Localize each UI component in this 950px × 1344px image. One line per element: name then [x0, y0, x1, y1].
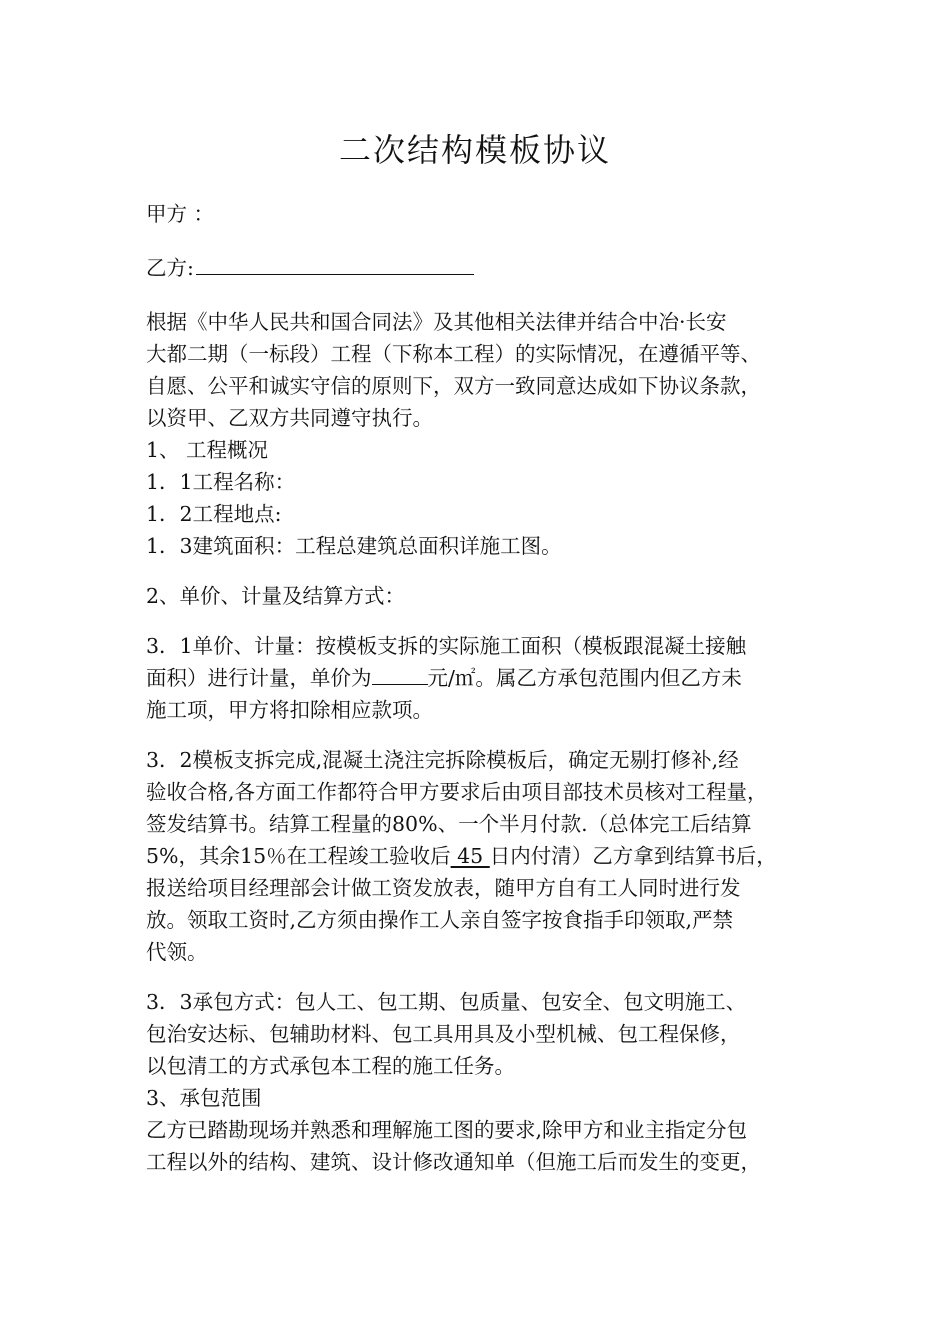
scope-line: 乙方已踏勘现场并熟悉和理解施工图的要求,除甲方和业主指定分包: [146, 1118, 748, 1142]
clause-line: [146, 840, 816, 872]
clause-line: 施工项，甲方将扣除相应款项。: [146, 698, 433, 722]
document-body: [146, 198, 816, 1178]
intro-line: 以资甲、乙双方共同遵守执行。: [146, 406, 433, 430]
project-name-item: 1．1工程名称：: [146, 470, 296, 494]
section-3-heading: 3、承包范围: [146, 1086, 262, 1110]
clause-line: 签发结算书。结算工程量的80%、一个半月付款.（总体完工后结算: [146, 812, 752, 836]
intro-line: 大都二期（一标段）工程（下称本工程）的实际情况，在遵循平等、: [146, 342, 761, 366]
section-1-heading: 1、 工程概况: [146, 438, 269, 462]
unit-price-blank: [372, 664, 428, 685]
section-2-heading: 2、单价、计量及结算方式：: [146, 584, 406, 608]
party-b-label: 乙方:: [146, 256, 194, 280]
clause-3-3: [146, 986, 816, 1082]
clause-line: 3．2模板支拆完成,混凝土浇注完拆除模板后，确定无剔打修补,经: [146, 748, 739, 772]
party-b-blank: [196, 252, 474, 275]
payment-prefix: 5%，其余15％在工程竣工验收后: [146, 844, 451, 868]
document-title: 二次结构模板协议: [338, 131, 611, 169]
scope-line: 工程以外的结构、建筑、设计修改通知单（但施工后而发生的变更，: [146, 1150, 761, 1174]
payment-suffix: 日内付清）乙方拿到结算书后，: [489, 844, 777, 868]
project-location-item: 1．2工程地点:: [146, 502, 282, 526]
clause-line: 验收合格,各方面工作都符合甲方要求后由项目部技术员核对工程量，: [146, 780, 768, 804]
clause-line: 3．1单价、计量：按模板支拆的实际施工面积（模板跟混凝土接触: [146, 634, 747, 658]
payment-days-value: 45: [450, 844, 490, 868]
unit-price-prefix: 面积）进行计量，单价为: [146, 666, 372, 690]
party-b-line: [146, 252, 816, 284]
unit-price-suffix: 元/㎡。属乙方承包范围内但乙方未: [427, 666, 742, 690]
clause-line: 3．3承包方式：包人工、包工期、包质量、包安全、包文明施工、: [146, 990, 747, 1014]
intro-paragraph: [146, 306, 816, 434]
building-area-item: 1．3建筑面积：工程总建筑总面积详施工图。: [146, 534, 562, 558]
clause-line: 包治安达标、包辅助材料、包工具用具及小型机械、包工程保修，: [146, 1022, 741, 1046]
party-a-line: 甲方 ：: [146, 202, 215, 226]
clause-line: [146, 662, 816, 694]
clause-line: 以包清工的方式承包本工程的施工任务。: [146, 1054, 515, 1078]
intro-line: 自愿、公平和诚实守信的原则下，双方一致同意达成如下协议条款，: [146, 374, 761, 398]
clause-3-2: [146, 744, 816, 968]
clause-line: 代领。: [146, 940, 208, 964]
clause-line: 报送给项目经理部会计做工资发放表，随甲方自有工人同时进行发: [146, 876, 741, 900]
clause-line: 放。领取工资时,乙方须由操作工人亲自签字按食指手印领取,严禁: [146, 908, 734, 932]
clause-3-1: [146, 630, 816, 726]
intro-line: 根据《中华人民共和国合同法》及其他相关法律并结合中冶·长安: [146, 310, 727, 334]
